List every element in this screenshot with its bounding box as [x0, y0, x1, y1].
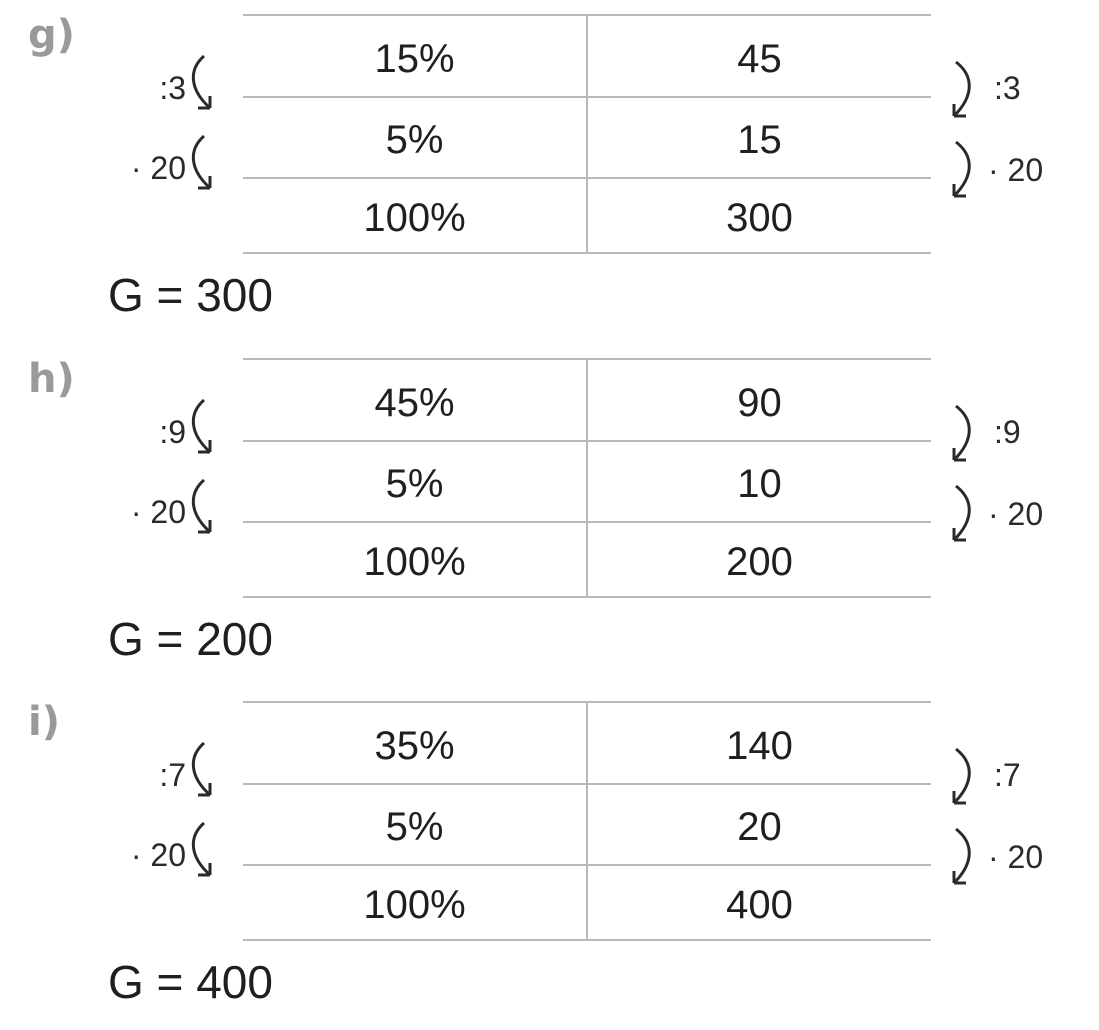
curved-arrow-left-icon [188, 739, 228, 805]
exercise-h [0, 344, 1099, 687]
left-operator: · 20 [130, 493, 186, 530]
result-equation: G = 200 [108, 613, 273, 665]
value-cell: 20 [737, 804, 782, 849]
exercise-label: h) [28, 356, 75, 402]
exercise-i [0, 687, 1099, 1030]
right-operator: · 20 [988, 838, 1044, 875]
percent-cell: 100% [363, 539, 466, 584]
right-operator: · 20 [988, 151, 1044, 188]
ratio-table [243, 14, 931, 254]
value-cell: 140 [726, 723, 793, 768]
value-cell: 300 [726, 195, 793, 240]
curved-arrow-right-icon [946, 745, 986, 811]
right-operator: · 20 [988, 495, 1044, 532]
curved-arrow-left-icon [188, 396, 228, 462]
left-operator: · 20 [130, 149, 186, 186]
percent-cell: 5% [385, 804, 444, 849]
percent-cell: 5% [385, 461, 444, 506]
value-cell: 400 [726, 882, 793, 927]
exercise-label: i) [28, 699, 60, 745]
curved-arrow-right-icon [946, 825, 986, 891]
percent-cell: 100% [363, 882, 466, 927]
curved-arrow-right-icon [946, 482, 986, 548]
percent-cell: 45% [374, 380, 455, 425]
percent-cell: 35% [374, 723, 455, 768]
value-cell: 90 [737, 380, 782, 425]
value-cell: 45 [737, 36, 782, 81]
right-operator: :9 [994, 413, 1021, 450]
exercise-label: g) [28, 12, 75, 58]
value-cell: 10 [737, 461, 782, 506]
value-cell: 15 [737, 117, 782, 162]
percent-cell: 5% [385, 117, 444, 162]
percent-cell: 100% [363, 195, 466, 240]
left-operator: :3 [159, 69, 186, 106]
curved-arrow-left-icon [188, 52, 228, 118]
value-cell: 200 [726, 539, 793, 584]
right-operator: :3 [994, 69, 1021, 106]
exercise-g [0, 0, 1099, 343]
curved-arrow-right-icon [946, 402, 986, 468]
result-equation: G = 400 [108, 956, 273, 1008]
left-operator: :9 [159, 413, 186, 450]
curved-arrow-left-icon [188, 132, 228, 198]
percent-cell: 15% [374, 36, 455, 81]
result-equation: G = 300 [108, 269, 273, 321]
curved-arrow-left-icon [188, 476, 228, 542]
ratio-table [243, 358, 931, 598]
curved-arrow-right-icon [946, 138, 986, 204]
curved-arrow-right-icon [946, 58, 986, 124]
left-operator: :7 [159, 756, 186, 793]
left-operator: · 20 [130, 836, 186, 873]
curved-arrow-left-icon [188, 819, 228, 885]
ratio-table [243, 701, 931, 941]
right-operator: :7 [994, 756, 1021, 793]
